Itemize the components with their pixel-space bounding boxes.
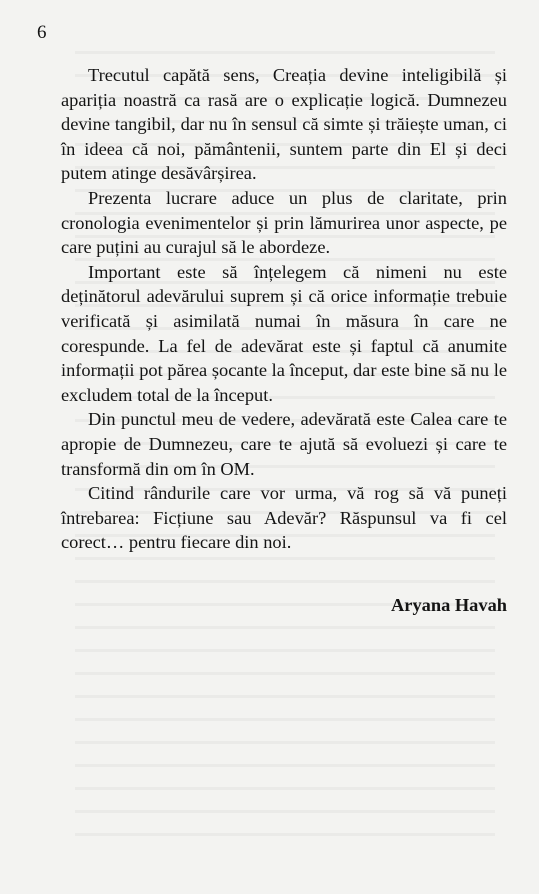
paragraph-4: Din punctul meu de vedere, adevărată este Calea care te apropie de Dumnezeu, care te ajută să evoluezi și care te transformă din om în OM.: [61, 409, 507, 479]
paragraph-2: Prezenta lucrare aduce un plus de claritate, prin cronologia evenimentelor și prin lămurirea unor aspecte, pe care puțini au curajul să le abordeze.: [61, 187, 507, 258]
page-number: 6: [37, 22, 47, 43]
author-signature: Aryana Havah: [391, 595, 507, 615]
body-text: [61, 63, 507, 555]
paragraph-3: Important este să înțelegem că nimeni nu este deținătorul adevărului suprem și că orice informație trebuie verificată și asimilată numai în măsura în care ne corespunde. La fel de adevărat este și faptul că anumite informații pot părea șocante la început, dar este bine să nu le excludem total de la început.: [61, 261, 507, 405]
paragraph-1: Trecutul capătă sens, Creația devine inteligibilă și apariția noastră ca rasă are o explicație logică. Dumnezeu devine tangibil, dar nu în sensul că simte și trăiește uman, ci în ideea că noi, pământenii, suntem parte din El și deci putem atinge desăvârșirea.: [61, 65, 507, 184]
paragraph-5: Citind rândurile care vor urma, vă rog să vă puneți întrebarea: Ficțiune sau Adevăr? Răspunsul va fi cel corect… pentru fiecare din noi.: [61, 483, 507, 553]
